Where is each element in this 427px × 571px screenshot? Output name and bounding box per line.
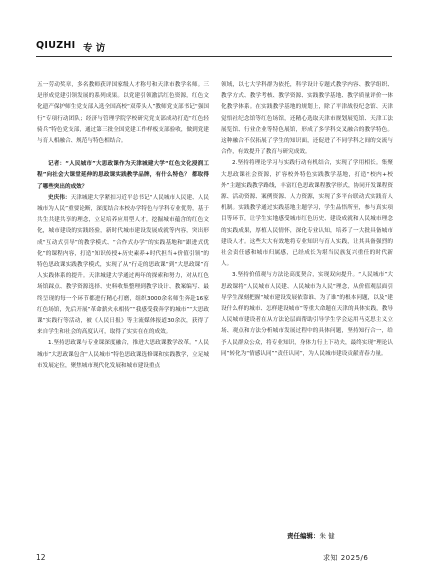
editor-label: 责任编辑： (287, 532, 320, 540)
answer-text: 天津城建大学紧扣习近平总书记“人民城市人民建、人民城市为人民”重要论断，深度结合本校办学特色与学科专业优势，基于共生共建共享的理念，立足培养应用型人才，挖掘城市蕴含的红色文化，城市建设的实践经验，新时代城市建设发展成就等内容，突出形成“互动式引导”的教学模式、“合作式办学”的实践基地和“跟进式优化”的课程内容，打造“知识传授+历史素养+时代担当+价值引领”的特色思政课实践教学模式，实现了从“行走的思政课”到“大思政课”育人实践体系的提升。天津城建大学通过两年的探索和努力，对从红色场馆踩点、教学资源选择、史料收集整理到教学设计、教案编写、最终呈现的每一个环节都进行精心打磨，组织3000余名师生奔赴16家红色场馆，先后开展“革命薪火永相传”“我感受我奔学的城市”“大思政课”实践行等活动，被《人民日报》等主流媒体报道30余次，获得了来自学生和社会的高度认可，取得了实实在在的成效。 (37, 194, 209, 336)
left-column (37, 80, 209, 372)
editor-credit (287, 531, 335, 540)
page-header (36, 40, 396, 54)
right-column (221, 80, 393, 360)
paragraph: 五一劳动奖章，多名教师获评国家级人才称号和天津市教学名师。三是形成党建引领发展的系列成果。以党建引领激活红色资源，红色文化遗产保护师生党支部入选全国高校“双带头人”教师党支部书记“强国行”专项行动团队；经济与管理学院学校研究党支部成功打造“红色轻骑兵”特色党支部，通过第三批全国党建工作样板支部验收，做到党建与育人相融合、规范与特色相结合。 (37, 82, 209, 145)
interview-answer (37, 193, 209, 339)
journal-issue: 求知 2025/6 (323, 554, 369, 562)
section-title: 专 访 (83, 43, 106, 54)
editor-name: 朱 健 (319, 532, 335, 540)
page-number: 12 (36, 553, 46, 562)
spacer (37, 147, 209, 158)
paragraph: 2.坚持将理论学习与实践行动有机结合，实现了学用相长。集聚大思政课社会资源，扩容校外特色实践教学基地，打造“校内+校外”主题实践教学路线，丰富红色思政课程教学形式，协同开发课程资源、活动资源、案例资源、人力资源，实现了多平台联动式实践育人机制。实践教学通过实践基地主题学习，学生品悟所至，参与真实项目等环节，让学生实地感受城市红色历史、建设成就和人民城市理念的实践成果，厚植人民情怀，深化专业认知，培养了一大批具备城市建设人才。这些大大有效地将专业知识与育人实践，让其具备强烈的社会责任感和城市归属感，已经成长为堪当民族复兴重任的时代新人。 (221, 160, 393, 268)
paragraph: 1.坚持思政课与专业课深度融合，推进大思政课教学改革。“人民城市”大思政课包含“人民城市”特色思政课选修课和实践教学，立足城市发展定位，聚焦城市现代化发展和城市建设重点 (37, 340, 209, 369)
header-rule (36, 56, 392, 57)
answer-speaker: 史庆伟： (48, 194, 71, 201)
journal-logo: QIUZHI (36, 40, 76, 51)
paragraph: 3.坚持价值观与方法论高度契合，实现双向提升。“人民城市”大思政课将“人民城市人民建、人民城市为人民”理念，从价值观层面引导学生深刻把握“城市建设发展依靠谁、为了谁”的根本问题，以及“建设什么样的城市、怎样建设城市”等重大命题在天津的具体实践，教导人民城市建设者在从方法论层面帮助引导学生学会运用马克思主义立场、观点和方法分析城市发展过程中的具体问题，坚持知行合一，给予人民群众公众，将专业知识，身体力行上下功夫，最终实现“理论认同”转化为“情感认同”“责任认同”，为人民城市建设贡献青春力量。 (221, 272, 393, 357)
paragraph: 领域，以七大学科群为依托，科学设计专题式教学内容、教学组织、教学方式、教学考核、教学资源、实践教学基地、教学质量评价一体化教学体系。在实践教学基地的规划上，除了平津战役纪念馆、天津觉悟社纪念馆等红色场馆，还精心选取天津市规划展览馆、天津工法展览馆、行业企业等特色展馆，形成了多学科交叉融合的教学特色。这种融合不仅拓展了学生的知识面，还促进了不同学科之间的交流与合作，有效提升了教育与研究成效。 (221, 82, 393, 156)
interview-question: 记者：“人民城市”大思政课作为天津城建大学“红色文化浸润工程”向社会大课堂延伸的思政课实践教学品牌，有什么特色？ 都取得了哪些突出的成效？ (37, 161, 209, 190)
